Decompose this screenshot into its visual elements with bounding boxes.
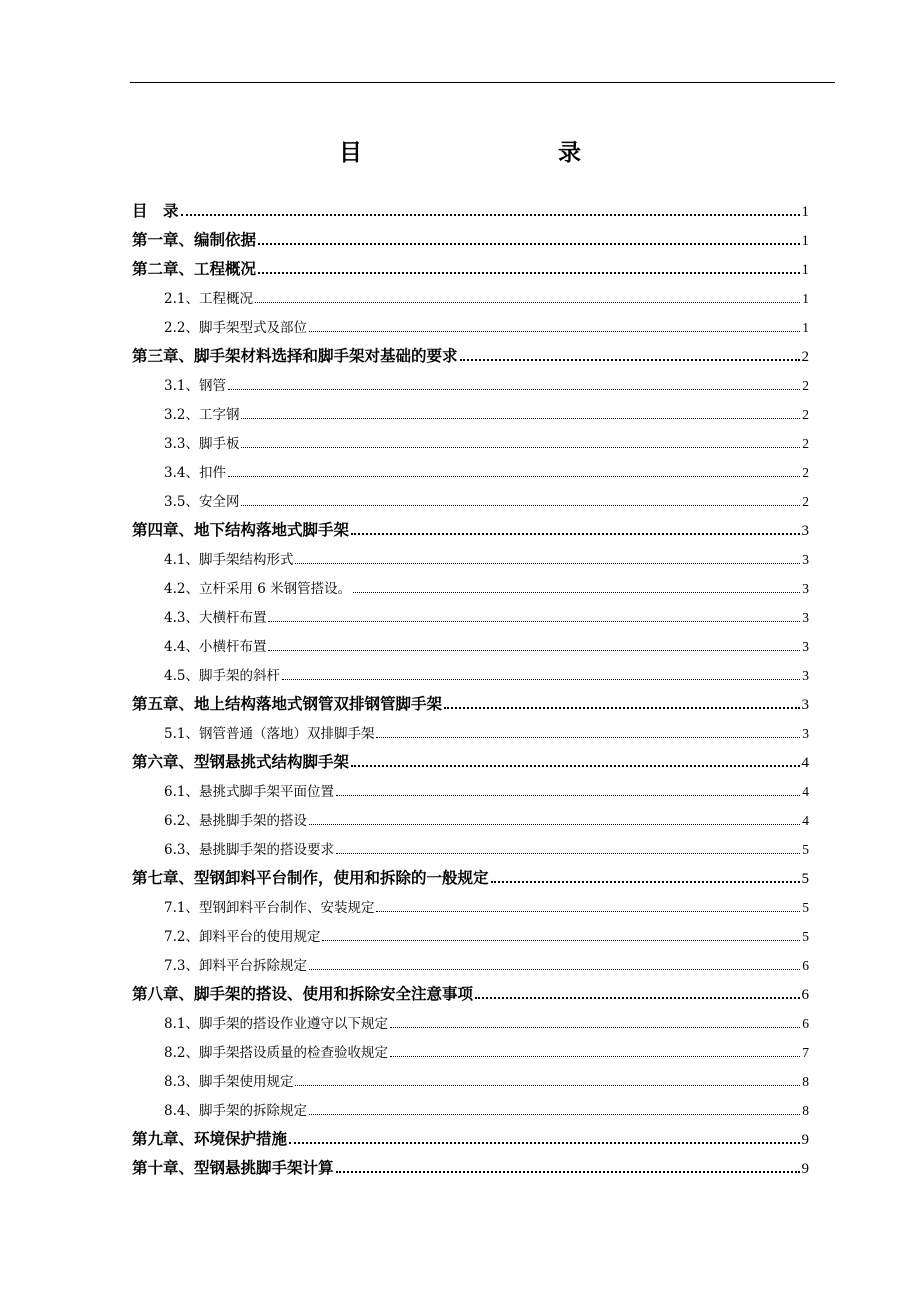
toc-page-number: 3 bbox=[801, 522, 809, 539]
toc-section-entry[interactable] bbox=[132, 599, 809, 628]
toc-section-entry[interactable] bbox=[132, 628, 809, 657]
toc-page-number: 8 bbox=[802, 1103, 809, 1119]
toc-page-number: 3 bbox=[802, 668, 809, 684]
toc-page-number: 3 bbox=[801, 696, 809, 713]
toc-entry-label: 8.3、脚手架使用规定 bbox=[164, 1074, 294, 1091]
toc-entry-label: 5.1、钢管普通（落地）双排脚手架 bbox=[164, 726, 375, 743]
toc-page-number: 2 bbox=[802, 378, 809, 394]
toc-dot-leader bbox=[309, 331, 800, 332]
toc-page-number: 3 bbox=[802, 610, 809, 626]
toc-entry-label: 8.1、脚手架的搭设作业遵守以下规定 bbox=[164, 1016, 388, 1033]
toc-page-number: 7 bbox=[802, 1045, 809, 1061]
toc-dot-leader bbox=[390, 1027, 800, 1028]
toc-page-number: 1 bbox=[801, 261, 809, 278]
toc-section-entry[interactable] bbox=[132, 831, 809, 860]
toc-entry-label: 6.1、悬挑式脚手架平面位置 bbox=[164, 784, 334, 801]
toc-entry-label: 第九章、环境保护措施 bbox=[132, 1129, 288, 1148]
toc-page-number: 1 bbox=[801, 203, 809, 220]
toc-entry-label: 6.3、悬挑脚手架的搭设要求 bbox=[164, 842, 334, 859]
toc-entry-label: 7.3、卸料平台拆除规定 bbox=[164, 958, 307, 975]
header-rule bbox=[130, 82, 835, 83]
toc-section-entry[interactable] bbox=[132, 715, 809, 744]
toc-section-entry[interactable] bbox=[132, 889, 809, 918]
toc-dot-leader bbox=[351, 765, 799, 767]
toc-chapter-entry[interactable] bbox=[132, 744, 809, 773]
toc-dot-leader bbox=[322, 940, 800, 941]
toc-section-entry[interactable] bbox=[132, 541, 809, 570]
toc-page-number: 3 bbox=[802, 552, 809, 568]
toc-entry-label: 3.1、钢管 bbox=[164, 378, 226, 395]
toc-page-number: 4 bbox=[802, 784, 809, 800]
toc-entry-label: 4.5、脚手架的斜杆 bbox=[164, 668, 280, 685]
toc-section-entry[interactable] bbox=[132, 425, 809, 454]
toc-entry-label: 4.1、脚手架结构形式 bbox=[164, 552, 294, 569]
toc-section-entry[interactable] bbox=[132, 773, 809, 802]
toc-page-number: 2 bbox=[802, 494, 809, 510]
toc-entry-label: 第四章、地下结构落地式脚手架 bbox=[132, 520, 350, 539]
toc-dot-leader bbox=[255, 302, 800, 303]
toc-entry-label: 2.2、脚手架型式及部位 bbox=[164, 320, 307, 337]
toc-page-number: 1 bbox=[802, 320, 809, 336]
toc-entry-label: 第十章、型钢悬挑脚手架计算 bbox=[132, 1158, 334, 1177]
toc-page-number: 2 bbox=[802, 436, 809, 452]
toc-entry-label: 4.4、小横杆布置 bbox=[164, 639, 267, 656]
toc-dot-leader bbox=[181, 214, 800, 216]
toc-entry-label: 4.3、大横杆布置 bbox=[164, 610, 267, 627]
toc-page-number: 1 bbox=[801, 232, 809, 249]
toc-entry-label: 目 录 bbox=[132, 201, 179, 220]
toc-dot-leader bbox=[491, 881, 800, 883]
toc-page-number: 5 bbox=[802, 842, 809, 858]
toc-dot-leader bbox=[309, 1114, 800, 1115]
toc-dot-leader bbox=[444, 707, 799, 709]
toc-chapter-entry[interactable] bbox=[132, 251, 809, 280]
toc-chapter-entry[interactable] bbox=[132, 860, 809, 889]
toc-dot-leader bbox=[258, 272, 799, 274]
toc-dot-leader bbox=[336, 1171, 800, 1173]
toc-section-entry[interactable] bbox=[132, 1063, 809, 1092]
toc-dot-leader bbox=[241, 505, 800, 506]
toc-entry-label: 3.2、工字钢 bbox=[164, 407, 240, 424]
toc-page-number: 6 bbox=[801, 986, 809, 1003]
toc-section-entry[interactable] bbox=[132, 280, 809, 309]
toc-page-number: 3 bbox=[802, 581, 809, 597]
toc-page-number: 6 bbox=[802, 1016, 809, 1032]
toc-chapter-entry[interactable] bbox=[132, 338, 809, 367]
toc-dot-leader bbox=[309, 969, 800, 970]
toc-entry-label: 8.2、脚手架搭设质量的检查验收规定 bbox=[164, 1045, 388, 1062]
toc-dot-leader bbox=[268, 621, 800, 622]
toc-entry-label: 第八章、脚手架的搭设、使用和拆除安全注意事项 bbox=[132, 984, 474, 1003]
toc-section-entry[interactable] bbox=[132, 802, 809, 831]
page-title: 目 录 bbox=[339, 140, 631, 166]
toc-entry-label: 第三章、脚手架材料选择和脚手架对基础的要求 bbox=[132, 346, 458, 365]
toc-dot-leader bbox=[241, 418, 800, 419]
toc-section-entry[interactable] bbox=[132, 454, 809, 483]
toc-dot-leader bbox=[351, 533, 799, 535]
toc-dot-leader bbox=[258, 243, 799, 245]
toc-dot-leader bbox=[336, 853, 800, 854]
toc-section-entry[interactable] bbox=[132, 483, 809, 512]
toc-chapter-entry[interactable] bbox=[132, 512, 809, 541]
toc-entry-label: 第七章、型钢卸料平台制作，使用和拆除的一般规定 bbox=[132, 868, 489, 887]
toc-page-number: 5 bbox=[802, 929, 809, 945]
toc-dot-leader bbox=[336, 795, 800, 796]
toc-page-number: 8 bbox=[802, 1074, 809, 1090]
toc-page-number: 4 bbox=[802, 813, 809, 829]
toc-section-entry[interactable] bbox=[132, 1092, 809, 1121]
toc-page-number: 1 bbox=[802, 291, 809, 307]
toc-dot-leader bbox=[475, 997, 799, 999]
toc-entry-label: 3.3、脚手板 bbox=[164, 436, 240, 453]
toc-page-number: 2 bbox=[801, 348, 809, 365]
toc-page-number: 9 bbox=[801, 1160, 809, 1177]
toc-page-number: 9 bbox=[801, 1131, 809, 1148]
toc-entry-label: 第一章、编制依据 bbox=[132, 230, 257, 249]
toc-dot-leader bbox=[390, 1056, 800, 1057]
toc-chapter-entry[interactable] bbox=[132, 193, 809, 222]
toc-section-entry[interactable] bbox=[132, 947, 809, 976]
toc-entry-label: 6.2、悬挑脚手架的搭设 bbox=[164, 813, 307, 830]
toc-dot-leader bbox=[228, 389, 800, 390]
toc-dot-leader bbox=[353, 592, 800, 593]
toc-page-number: 2 bbox=[802, 407, 809, 423]
toc-dot-leader bbox=[309, 824, 800, 825]
toc-dot-leader bbox=[268, 650, 800, 651]
toc-dot-leader bbox=[460, 359, 800, 361]
toc-dot-leader bbox=[376, 911, 800, 912]
toc-section-entry[interactable] bbox=[132, 657, 809, 686]
toc-dot-leader bbox=[376, 737, 800, 738]
toc-dot-leader bbox=[289, 1142, 799, 1144]
toc-section-entry[interactable] bbox=[132, 1034, 809, 1063]
toc-section-entry[interactable] bbox=[132, 570, 809, 599]
toc-entry-label: 7.2、卸料平台的使用规定 bbox=[164, 929, 321, 946]
toc-entry-label: 3.4、扣件 bbox=[164, 465, 226, 482]
toc-chapter-entry[interactable] bbox=[132, 222, 809, 251]
toc-entry-label: 4.2、立杆采用 6 米钢管搭设。 bbox=[164, 581, 352, 598]
toc-dot-leader bbox=[295, 563, 800, 564]
toc-page-number: 6 bbox=[802, 958, 809, 974]
toc-chapter-entry[interactable] bbox=[132, 976, 809, 1005]
table-of-contents bbox=[132, 193, 809, 1179]
toc-page-number: 2 bbox=[802, 465, 809, 481]
toc-entry-label: 8.4、脚手架的拆除规定 bbox=[164, 1103, 307, 1120]
toc-entry-label: 第五章、地上结构落地式钢管双排钢管脚手架 bbox=[132, 694, 443, 713]
toc-dot-leader bbox=[295, 1085, 800, 1086]
toc-chapter-entry[interactable] bbox=[132, 1121, 809, 1150]
toc-entry-label: 3.5、安全网 bbox=[164, 494, 240, 511]
toc-section-entry[interactable] bbox=[132, 309, 809, 338]
toc-section-entry[interactable] bbox=[132, 396, 809, 425]
toc-entry-label: 7.1、型钢卸料平台制作、安装规定 bbox=[164, 900, 375, 917]
toc-chapter-entry[interactable] bbox=[132, 686, 809, 715]
toc-dot-leader bbox=[241, 447, 800, 448]
toc-entry-label: 2.1、工程概况 bbox=[164, 291, 253, 308]
toc-section-entry[interactable] bbox=[132, 918, 809, 947]
toc-page-number: 3 bbox=[802, 639, 809, 655]
toc-section-entry[interactable] bbox=[132, 1005, 809, 1034]
toc-page-number: 3 bbox=[802, 726, 809, 742]
toc-section-entry[interactable] bbox=[132, 367, 809, 396]
toc-page-number: 5 bbox=[802, 900, 809, 916]
toc-page-number: 4 bbox=[801, 754, 809, 771]
toc-dot-leader bbox=[228, 476, 800, 477]
toc-entry-label: 第二章、工程概况 bbox=[132, 259, 257, 278]
toc-page-number: 5 bbox=[801, 870, 809, 887]
toc-entry-label: 第六章、型钢悬挑式结构脚手架 bbox=[132, 752, 350, 771]
toc-dot-leader bbox=[282, 679, 800, 680]
toc-chapter-entry[interactable] bbox=[132, 1150, 809, 1179]
